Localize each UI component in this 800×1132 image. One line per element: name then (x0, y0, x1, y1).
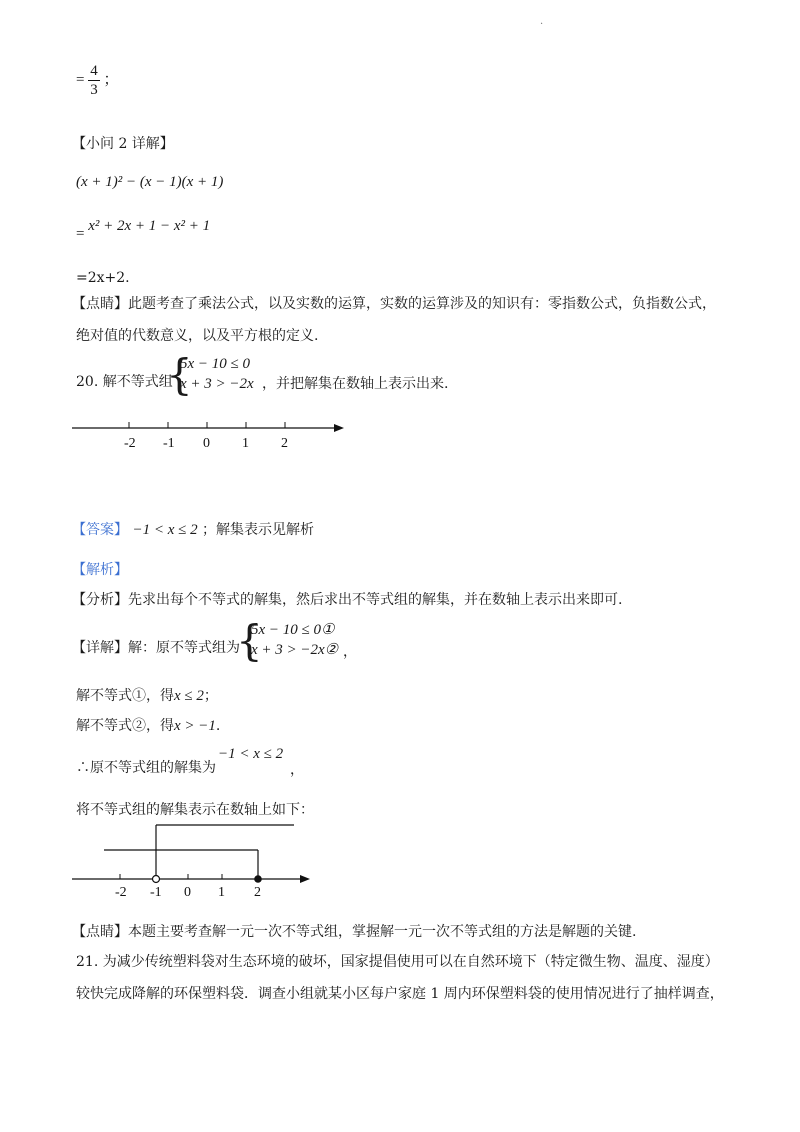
step-2 (76, 716, 220, 736)
closed-endpoint-2 (254, 875, 262, 883)
tick-label: 0 (203, 436, 210, 451)
comment2-line (72, 922, 636, 942)
q20-inequality-1: 5x − 10 ≤ 0 (180, 356, 251, 372)
detail-inequality-2: x + 3 > −2x② (251, 642, 339, 658)
detail-system (251, 620, 338, 660)
comment-line-2: 绝对值的代数意义，以及平方根的定义. (76, 328, 319, 344)
tick-label: 0 (184, 885, 191, 898)
q20-inequality-2: x + 3 > −2x (180, 376, 254, 392)
fenxi-line (72, 590, 622, 610)
analysis-tag: 【解析】 (72, 562, 128, 578)
axis-arrow (300, 875, 310, 883)
step-2-expression: x > −1 (174, 718, 216, 734)
q20-brace: { (166, 350, 193, 399)
fraction-four-thirds (88, 62, 100, 99)
q21-line-1: 21. 为减少传统塑料袋对生态环境的破坏，国家提倡使用可以在自然环境下（特定微生物、温度、湿度） (76, 954, 719, 970)
answer-expression: −1 < x ≤ 2 (132, 522, 198, 538)
tick-label: -2 (124, 436, 136, 451)
answer-tag: 【答案】 (72, 522, 128, 538)
detail-lead (72, 638, 240, 658)
fenxi-tag: 【分析】 (72, 592, 128, 608)
step-2-tail: . (215, 718, 221, 734)
detail-lead-text: 解：原不等式组为 (128, 640, 240, 656)
step-1-expression: x ≤ 2 (174, 688, 204, 704)
comment-text: 此题考查了乘法公式，以及实数的运算，实数的运算涉及的知识有：零指数公式，负指数公式， (128, 296, 716, 312)
header-mark: . (540, 16, 544, 27)
number-line-solution (70, 818, 320, 898)
step-2-text: 解不等式②，得 (76, 718, 174, 734)
semicolon: ； (103, 71, 119, 88)
answer-line (72, 520, 314, 540)
equals-sign: = (76, 71, 85, 88)
detail-tail: ， (343, 644, 357, 660)
q21-line-2: 较快完成降解的环保塑料袋．调查小组就某小区每户家庭 1 周内环保塑料袋的使用情况进行了抽样调查， (76, 986, 724, 1002)
step-1-text: 解不等式①，得 (76, 688, 174, 704)
q2-expansion: x² + 2x + 1 − x² + 1 (88, 218, 211, 234)
axis-arrow (334, 424, 344, 432)
tick-label: 1 (218, 885, 225, 898)
detail-inequality-1: 5x − 10 ≤ 0① (251, 622, 335, 638)
tick-label: -1 (150, 885, 162, 898)
answer-text: ；解集表示见解析 (202, 522, 315, 538)
step-3-tail: ， (290, 762, 304, 778)
step-3 (76, 758, 216, 778)
equals-sign: = (76, 226, 85, 242)
number-line-blank (70, 418, 350, 454)
tick-label: -1 (163, 436, 175, 451)
fenxi-text: 先求出每个不等式的解集，然后求出不等式组的解集，并在数轴上表示出来即可. (128, 592, 623, 608)
comment-line-1 (72, 294, 716, 314)
tick-label: 2 (254, 885, 261, 898)
step-1-tail: ； (203, 688, 218, 704)
q2-expression: (x + 1)² − (x − 1)(x + 1) (76, 174, 224, 190)
result-fraction-line (76, 62, 118, 99)
detail-brace: { (236, 616, 263, 665)
tick-label: 1 (242, 436, 249, 451)
tick-label: -2 (115, 885, 127, 898)
tick-label: 2 (281, 436, 288, 451)
step-3-text: ∴原不等式组的解集为 (76, 760, 216, 776)
step-3-expression: −1 < x ≤ 2 (218, 746, 284, 762)
open-endpoint-neg1 (153, 876, 160, 883)
q20-instruction: ，并把解集在数轴上表示出来. (262, 376, 449, 392)
step-1 (76, 686, 218, 706)
comment2-text: 本题主要考查解一元一次不等式组，掌握解一元一次不等式组的方法是解题的关键. (128, 924, 637, 940)
q20-system (180, 354, 254, 394)
q2-result: =2x+2. (76, 270, 130, 286)
step-4: 将不等式组的解集表示在数轴上如下： (76, 802, 314, 818)
q2-heading: 【小问 2 详解】 (72, 136, 174, 152)
q20-number: 20. 解不等式组 (76, 374, 173, 390)
comment-tag: 【点睛】 (72, 296, 128, 312)
detail-tag: 【详解】 (72, 640, 128, 656)
fraction-numerator: 4 (90, 63, 98, 79)
fraction-denominator: 3 (90, 82, 98, 98)
q2-expansion-line (76, 218, 211, 242)
comment2-tag: 【点睛】 (72, 924, 128, 940)
